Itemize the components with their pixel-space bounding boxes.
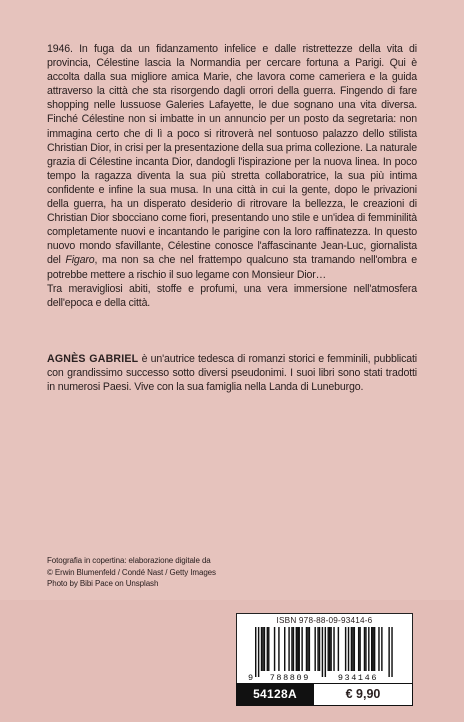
barcode-bar <box>333 627 334 671</box>
synopsis-text-part2: , ma non sa che nel frattempo qualcuno sta tramando nell'ombra e potrebbe mettere a rischio il suo legame con Monsieur Dior… <box>47 254 418 281</box>
barcode-bar <box>330 627 331 671</box>
isbn-text: ISBN 978-88-09-93414-6 <box>276 616 373 625</box>
barcode-bar <box>288 627 289 671</box>
barcode-bar <box>293 627 294 671</box>
product-code: 54128A <box>236 683 314 706</box>
barcode-bar <box>264 627 265 671</box>
barcode-bar <box>278 627 279 671</box>
barcode-bar <box>329 627 330 671</box>
barcode-bar <box>352 627 353 671</box>
synopsis-text-part1: 1946. In fuga da un fidanzamento infelice e dalle ristrettezze della vita di provincia, Célestine lascia la Normandia per cercare fortuna a Parigi. Qui è accolta dalla sua migliore amica Marie, che lavora come cameriera e la guida attraverso la città che sta risorgendo dagli orrori della guerra. Fingendo di fare shopping nelle lussuose Galeries Lafayette, le due sognano una vita diversa. Finché Célestine non si imbatte in un annuncio per un posto da segretaria: non immagina certo che di lì a poco si ritroverà nel sontuoso palazzo dello stilista Christian Dior, in crisi per la presentazione della sua prima collezione. La naturale grazia di Célestine incanta Dior, dandogli l'ispirazione per la nuova linea. In poco tempo la ragazza diventa la sua più stretta collaboratrice, la sua più intima confidente e infine la sua musa. In una città in cui la gente, dopo le privazioni della guerra, ha un disperato desiderio di ritrovare la bellezza, le creazioni di Christian Dior sbocciano come fiori, presentando uno stile e un'idea di femminilità completamente nuovi e incantando le parigine con la loro raffinatezza. In questo nuovo mondo sfavillante, Célestine conosce l'affascinante Jean-Luc, giornalista del <box>47 43 417 267</box>
barcode-bar <box>309 627 310 671</box>
photo-credits <box>47 555 287 590</box>
barcode-bar <box>388 627 389 677</box>
barcode-bar <box>297 627 298 671</box>
barcode-bar <box>267 627 268 671</box>
barcode-icon <box>245 627 405 682</box>
barcode-bar <box>262 627 263 671</box>
synopsis-block <box>47 42 417 310</box>
barcode-bar <box>338 627 339 671</box>
barcode-bar <box>301 627 302 671</box>
barcode-bar <box>325 627 326 677</box>
barcode-bar <box>319 627 320 671</box>
credit-line: Photo by Bibi Pace on Unsplash <box>47 579 159 588</box>
barcode-bar <box>345 627 346 671</box>
synopsis-paragraph <box>47 42 417 282</box>
barcode-bar <box>314 627 315 671</box>
price-tag: € 9,90 <box>314 683 413 706</box>
barcode-bar <box>284 627 285 671</box>
barcode-bar <box>307 627 308 671</box>
barcode-bar <box>354 627 355 671</box>
barcode-bar <box>374 627 375 671</box>
barcode-bar <box>358 627 359 671</box>
author-bio: è un'autrice tedesca di romanzi storici e femminili, pubblicati con grandissimo successo sotto diversi pseudonimi. I suoi libri sono stati tradotti in numerosi Paesi. Vive con la sua famiglia nella Landa di Luneburgo. <box>47 353 417 394</box>
author-name: AGNÈS GABRIEL <box>47 353 139 365</box>
credit-line: Fotografia in copertina: elaborazione digitale da <box>47 556 211 565</box>
barcode-bar <box>351 627 352 671</box>
barcode-bar <box>291 627 292 671</box>
barcode-bar <box>391 627 392 677</box>
barcode-bar <box>306 627 307 671</box>
barcode-bar <box>328 627 329 671</box>
barcode-bar <box>348 627 349 671</box>
barcode-digits: 9 <box>248 673 255 682</box>
barcode-bar <box>255 627 256 677</box>
price-row <box>236 683 413 706</box>
barcode-bar <box>368 627 369 671</box>
synopsis-closing: Tra meravigliosi abiti, stoffe e profumi, una vera immersione nell'atmosfera dell'epoca e della città. <box>47 282 417 309</box>
barcode-digits: 788809 <box>269 673 310 682</box>
barcode-bar <box>371 627 372 671</box>
credit-line: © Erwin Blumenfeld / Condé Nast / Getty Images <box>47 567 216 577</box>
barcode-bar <box>317 627 318 671</box>
barcode-bar <box>364 627 365 671</box>
barcode-bar <box>258 627 259 677</box>
barcode-bar <box>299 627 300 671</box>
author-block <box>47 352 417 394</box>
barcode-label <box>236 613 413 706</box>
author-paragraph <box>47 352 417 394</box>
barcode-bar <box>359 627 360 671</box>
barcode-bar <box>378 627 379 671</box>
barcode-bar <box>296 627 297 671</box>
barcode-bar <box>381 627 382 671</box>
barcode-bar <box>261 627 262 671</box>
barcode-bar <box>322 627 323 677</box>
synopsis-italic-figaro: Figaro <box>65 254 95 267</box>
barcode-bar <box>274 627 275 671</box>
barcode-bar <box>365 627 366 671</box>
barcode-bar <box>372 627 373 671</box>
barcode-bar <box>268 627 269 671</box>
barcode-digits: 934146 <box>337 673 379 682</box>
